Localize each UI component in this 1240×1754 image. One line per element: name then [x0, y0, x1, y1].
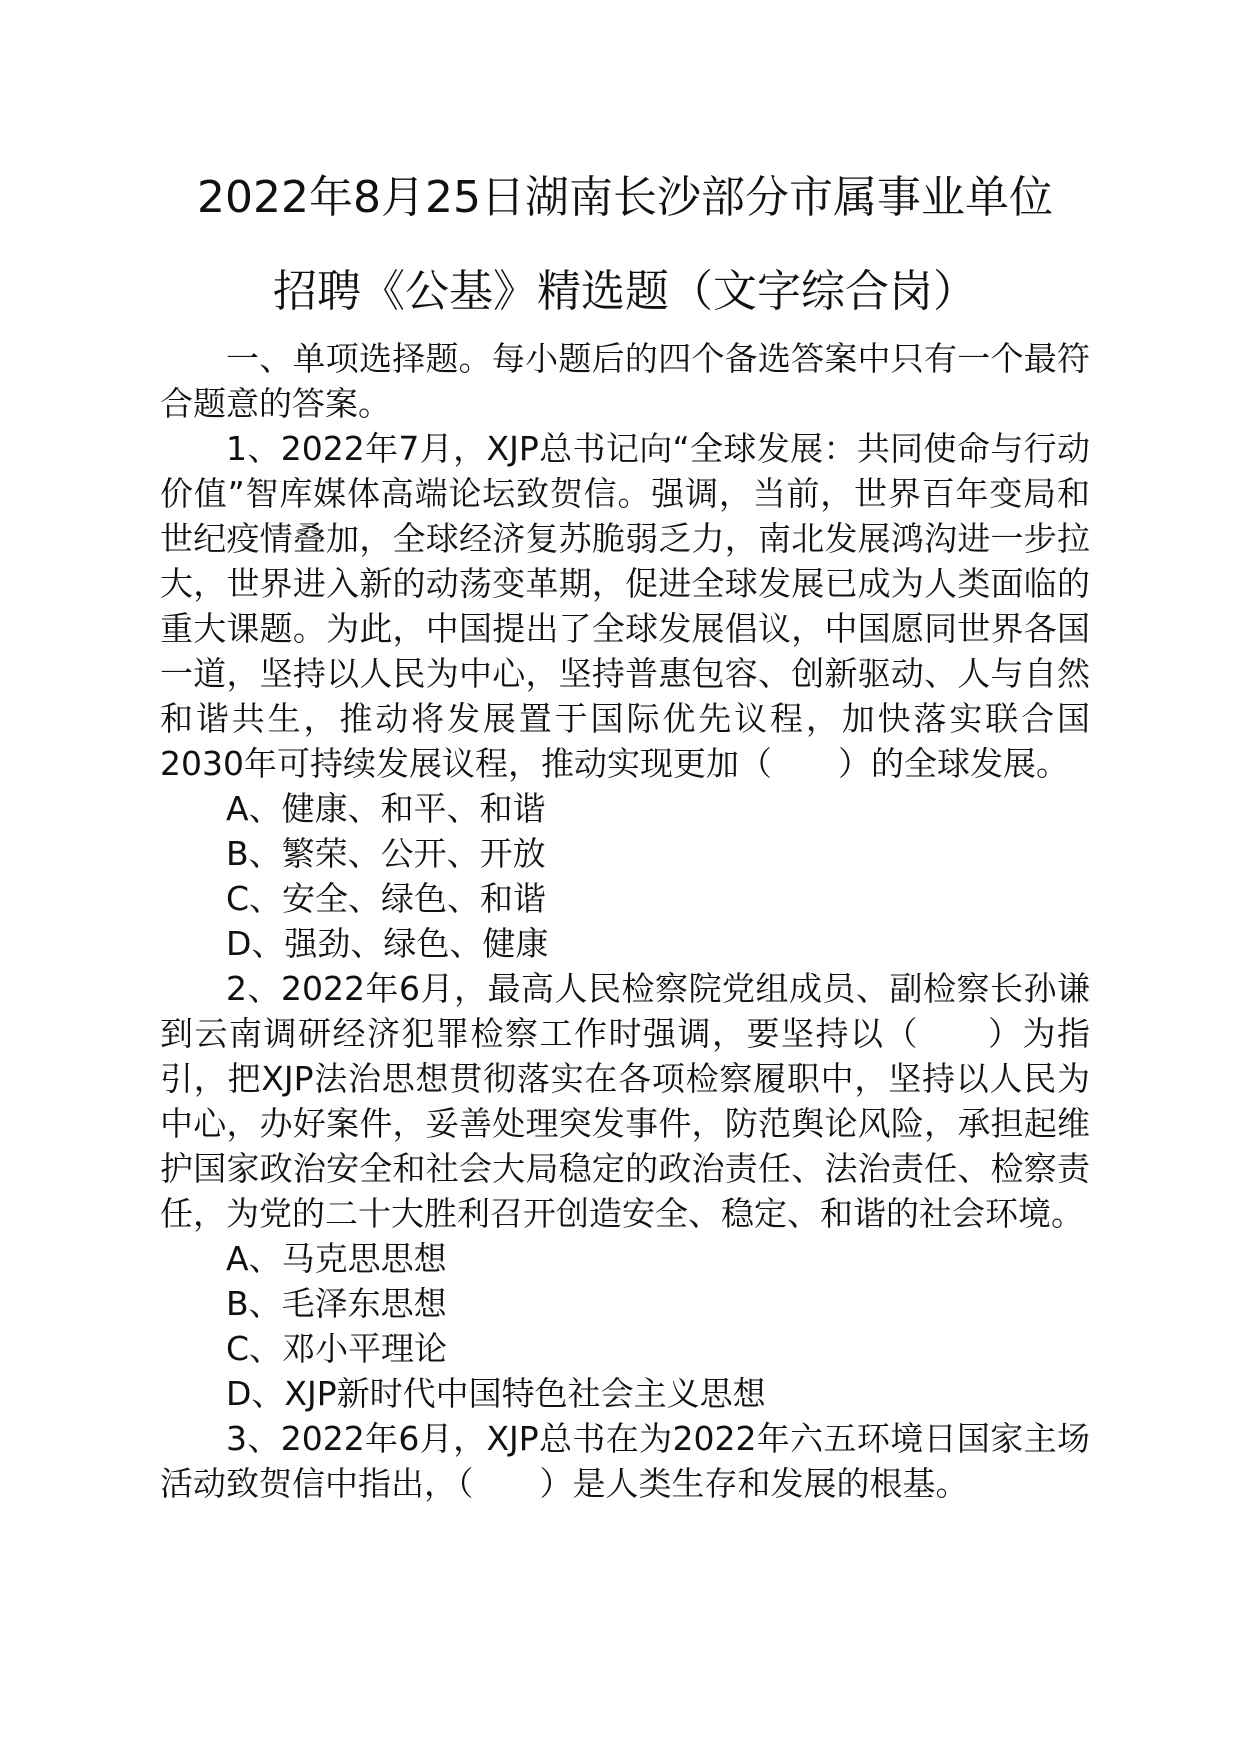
question-1-option-b: B、繁荣、公开、开放	[226, 834, 546, 873]
question-2-option-d: D、XJP新时代中国特色社会主义思想	[226, 1374, 766, 1413]
section-intro: 一、单项选择题。每小题后的四个备选答案中只有一个最符合题意的答案。	[160, 339, 1090, 423]
question-1-option-c: C、安全、绿色、和谐	[226, 879, 547, 918]
question-1-option-a: A、健康、和平、和谐	[226, 789, 546, 828]
document-body	[160, 336, 1090, 1506]
question-2-stem: 2、2022年6月，最高人民检察院党组成员、副检察长孙谦到云南调研经济犯罪检察工作时强调，要坚持以（ ）为指引，把XJP法治思想贯彻落实在各项检察履职中，坚持以人民为中心，办好案件，妥善处理突发事件，防范舆论风险，承担起维护国家政治安全和社会大局稳定的政治责任、法治责任、检察责任，为党的二十大胜利召开创造安全、稳定、和谐的社会环境。	[160, 969, 1090, 1233]
document-title-line-2: 招聘《公基》精选题（文字综合岗）	[273, 266, 977, 317]
question-1-option-d: D、强劲、绿色、健康	[226, 924, 549, 963]
question-3-stem: 3、2022年6月，XJP总书在为2022年六五环境日国家主场活动致贺信中指出，（ ）是人类生存和发展的根基。	[160, 1419, 1090, 1503]
question-2-option-b: B、毛泽东思想	[226, 1284, 447, 1323]
document-title-line-1: 2022年8月25日湖南长沙部分市属事业单位	[197, 172, 1053, 223]
question-1-stem: 1、2022年7月，XJP总书记向“全球发展：共同使命与行动价值”智库媒体高端论坛致贺信。强调，当前，世界百年变局和世纪疫情叠加，全球经济复苏脆弱乏力，南北发展鸿沟进一步拉大，世界进入新的动荡变革期，促进全球发展已成为人类面临的重大课题。为此，中国提出了全球发展倡议，中国愿同世界各国一道，坚持以人民为中心，坚持普惠包容、创新驱动、人与自然和谐共生，推动将发展置于国际优先议程，加快落实联合国2030年可持续发展议程，推动实现更加（ ）的全球发展。	[160, 429, 1090, 783]
question-2-option-a: A、马克思思想	[226, 1239, 447, 1278]
question-2-option-c: C、邓小平理论	[226, 1329, 448, 1368]
